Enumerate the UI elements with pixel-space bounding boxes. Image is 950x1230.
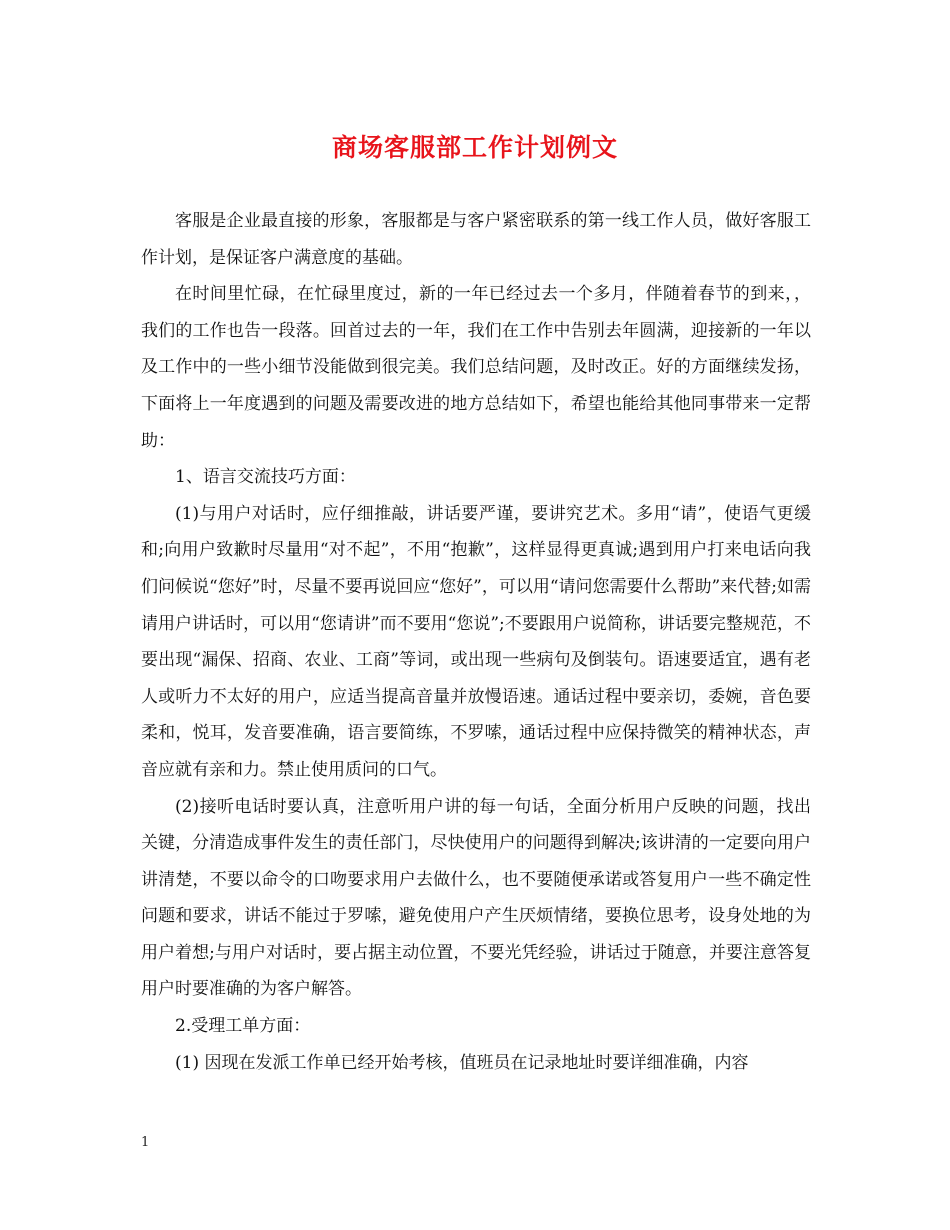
document-title: 商场客服部工作计划例文	[331, 133, 618, 162]
page-number: 1	[141, 1135, 150, 1150]
paragraph: 在时间里忙碌，在忙碌里度过，新的一年已经过去一个多月，伴随着春节的到来，，我们的工作也告一段落。回首过去的一年，我们在工作中告别去年圆满，迎接新的一年以及工作中的一些小细节没能做到很完美。我们总结问题，及时改正。好的方面继续发扬，下面将上一年度遇到的问题及需要改进的地方总结如下，希望也能给其他同事带来一定帮助：	[141, 284, 811, 451]
document-body	[141, 203, 811, 1081]
section-heading: 2.受理工单方面：	[175, 1016, 311, 1037]
paragraph: (1) 因现在发派工作单已经开始考核，值班员在记录地址时要详细准确，内容	[175, 1052, 749, 1073]
paragraph: 客服是企业最直接的形象，客服都是与客户紧密联系的第一线工作人员，做好客服工作计划，是保证客户满意度的基础。	[141, 211, 811, 268]
section-heading: 1、语言交流技巧方面：	[175, 467, 356, 488]
paragraph: (2)接听电话时要认真，注意听用户讲的每一句话，全面分析用户反映的问题，找出关键，分清造成事件发生的责任部门，尽快使用户的问题得到解决;该讲清的一定要向用户讲清楚，不要以命令的口吻要求用户去做什么，也不要随便承诺或答复用户一些不确定性问题和要求，讲话不能过于罗嗦，避免使用户产生厌烦情绪，要换位思考，设身处地的为用户着想;与用户对话时，要占据主动位置，不要光凭经验，讲话过于随意，并要注意答复用户时要准确的为客户解答。	[141, 796, 811, 1000]
paragraph: (1)与用户对话时，应仔细推敲，讲话要严谨，要讲究艺术。多用“请”，使语气更缓和;向用户致歉时尽量用“对不起”，不用“抱歉”，这样显得更真诚;遇到用户打来电话向我们问候说“您好”时，尽量不要再说回应“您好”，可以用“请问您需要什么帮助”来代替;如需请用户讲话时，可以用“您请讲”而不要用“您说”;不要跟用户说简称，讲话要完整规范，不要出现“漏保、招商、农业、工商”等词，或出现一些病句及倒装句。语速要适宜，遇有老人或听力不太好的用户，应适当提高音量并放慢语速。通话过程中要亲切，委婉，音色要柔和，悦耳，发音要准确，语言要简练，不罗嗦，通话过程中应保持微笑的精神状态，声音应就有亲和力。禁止使用质问的口气。	[141, 503, 811, 780]
